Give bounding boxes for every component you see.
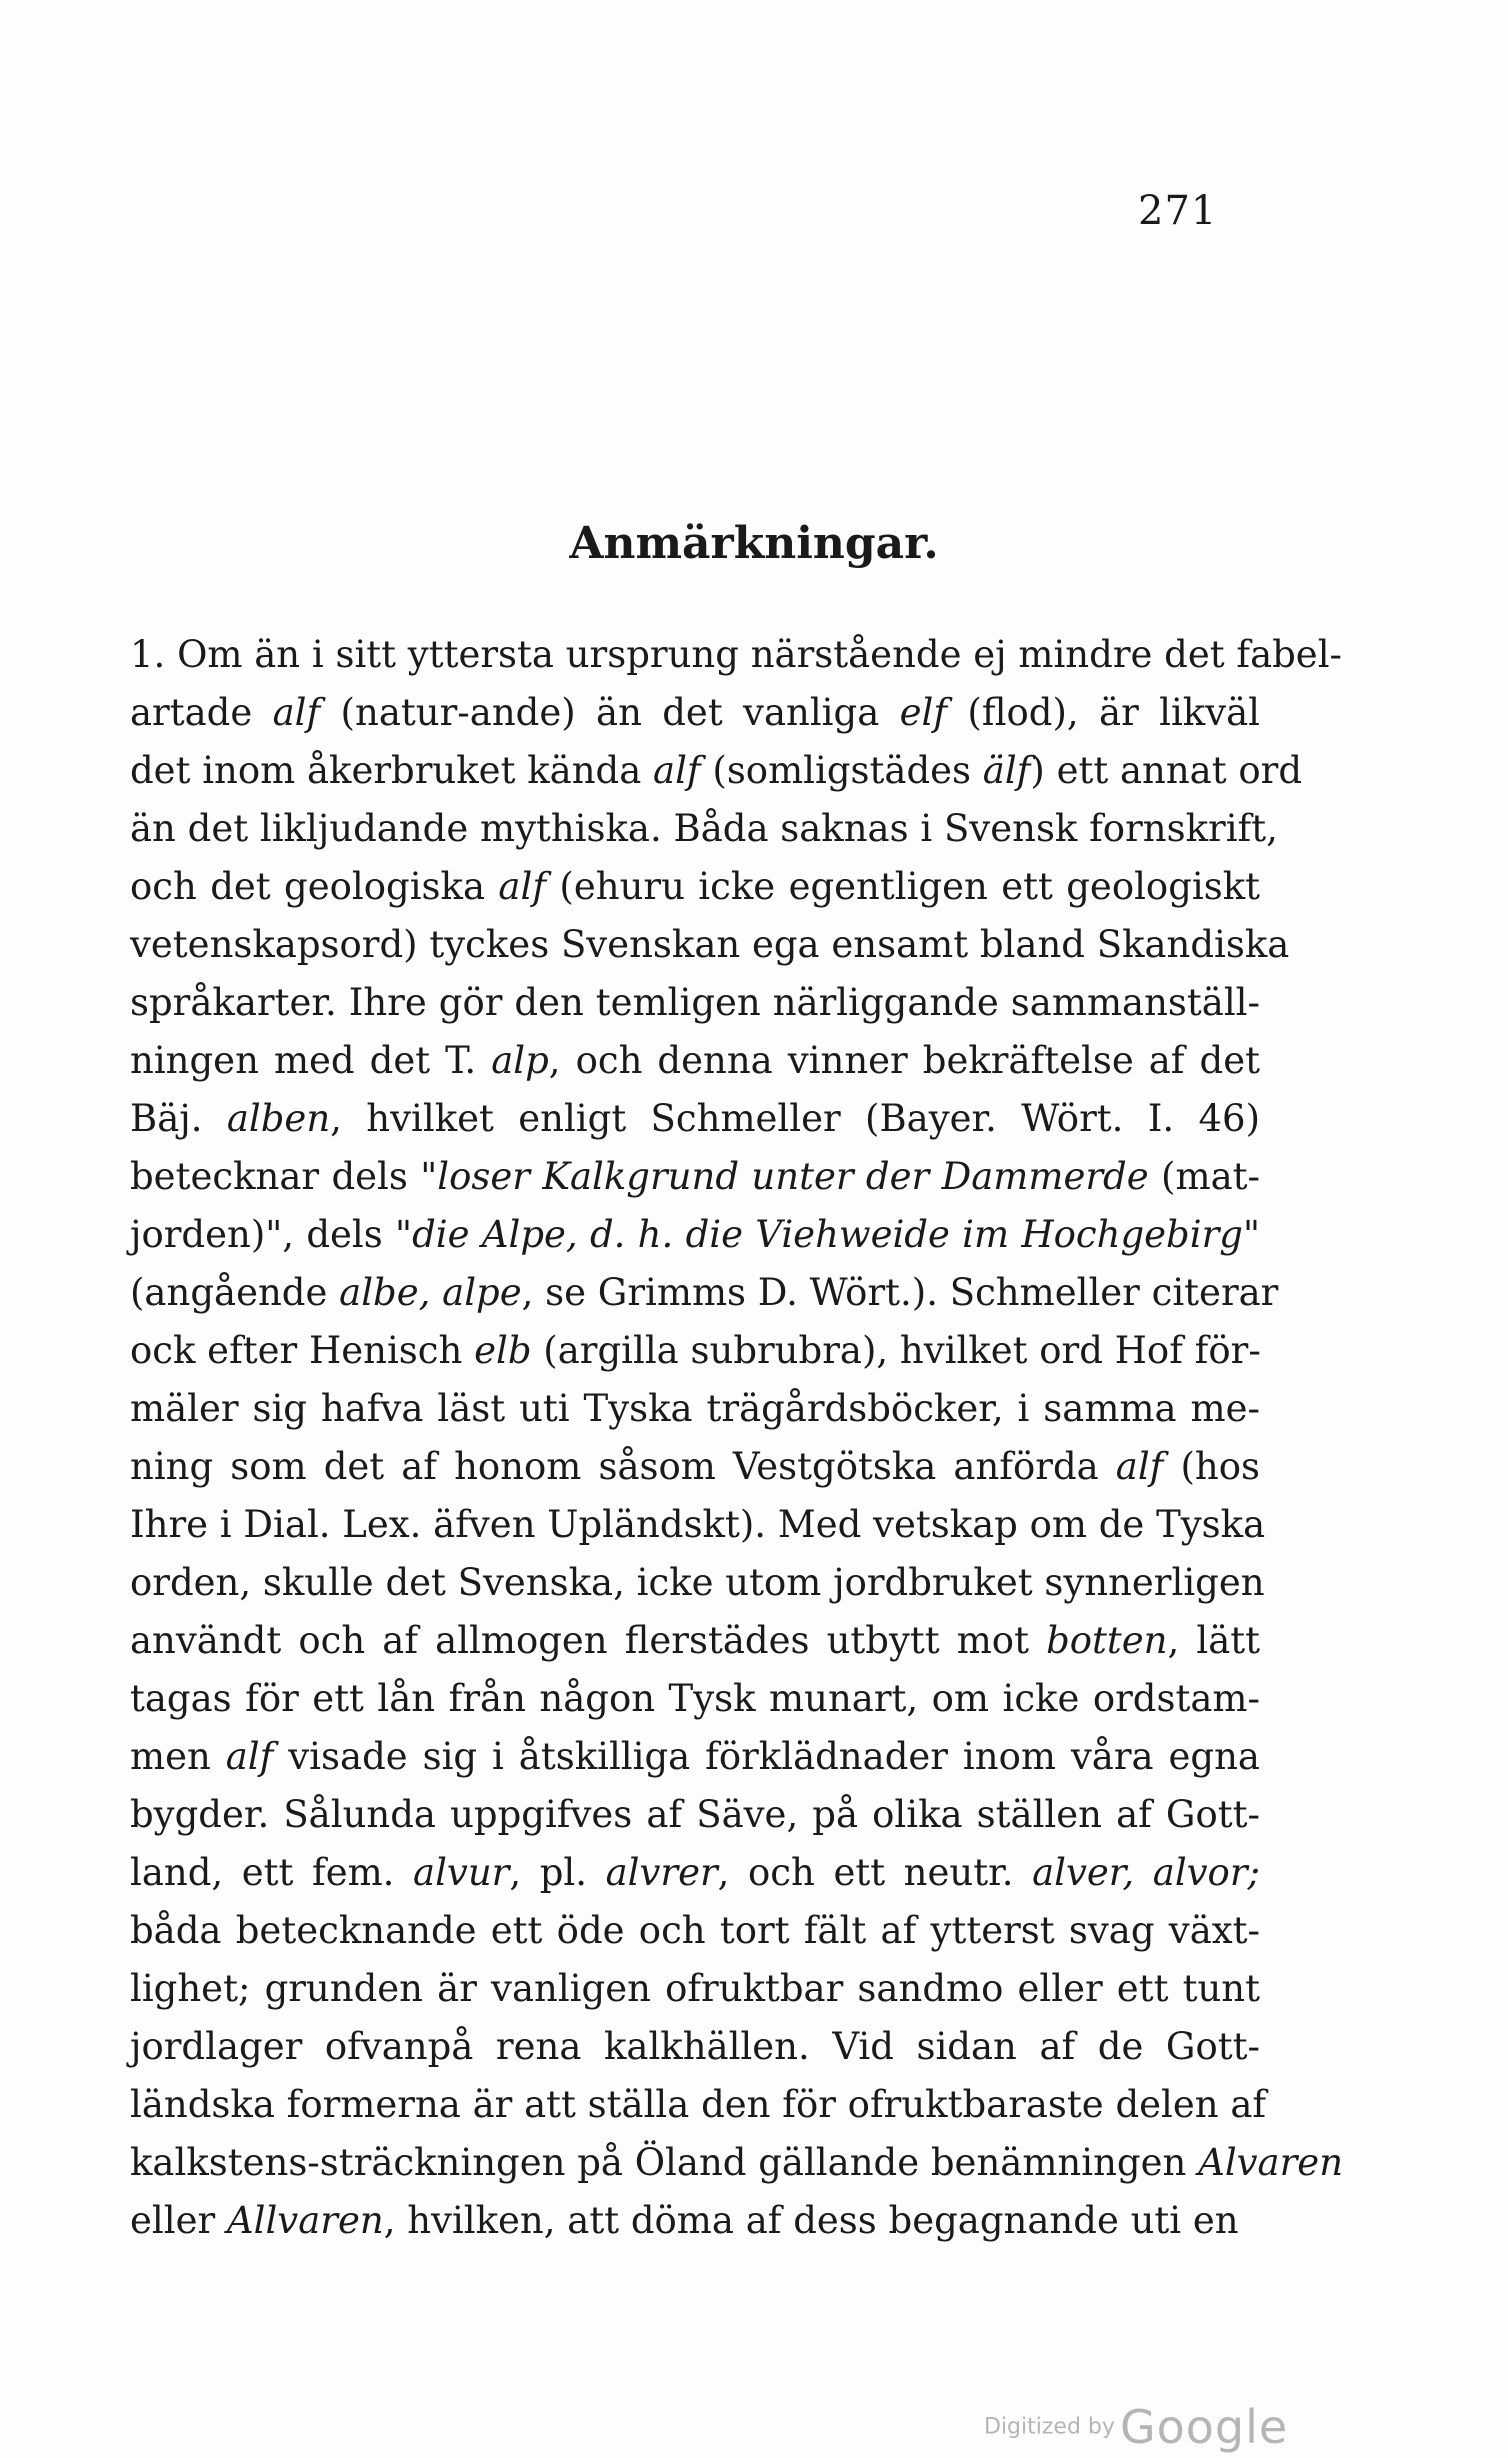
text-run: (argilla subrubra), hvilket ord Hof för- — [531, 1329, 1261, 1372]
italic-term: Allvaren — [226, 2199, 384, 2242]
text-run: land, ett fem. — [130, 1851, 414, 1894]
text-run: mäler sig hafva läst uti Tyska trägårdsböcker, i samma me- — [130, 1387, 1260, 1430]
text-run: vetenskapsord) tyckes Svenskan ega ensamt bland Skandiska — [130, 923, 1290, 966]
italic-term: alvur — [413, 1851, 510, 1894]
text-run: (natur-ande) än det vanliga — [320, 691, 900, 734]
italic-term: die Alpe, d. h. die Viehweide im Hochgebirg — [412, 1213, 1243, 1256]
text-run: (angående — [130, 1271, 340, 1314]
italic-term: alf — [225, 1735, 274, 1778]
text-line — [130, 1090, 1260, 1148]
page-number: 271 — [1138, 188, 1218, 234]
italic-term: alf — [498, 865, 547, 908]
text-line — [130, 800, 1278, 858]
italic-term: elf — [899, 691, 948, 734]
text-line — [130, 1264, 1279, 1322]
text-line — [130, 1786, 1260, 1844]
text-run: språkarter. Ihre gör den temligen närliggande sammanställ- — [130, 981, 1260, 1024]
text-run: artade — [130, 691, 273, 734]
text-line — [130, 1206, 1260, 1264]
digitized-watermark — [984, 2400, 1288, 2454]
text-line — [130, 1670, 1260, 1728]
text-run: , hvilken, att döma af dess begagnande uti en — [383, 2199, 1239, 2242]
watermark-prefix: Digitized by — [984, 2414, 1115, 2440]
text-run: ock efter Henisch — [130, 1329, 475, 1372]
text-line — [130, 742, 1303, 800]
text-line — [130, 684, 1260, 742]
text-run: båda betecknande ett öde och tort fält af ytterst svag växt- — [130, 1909, 1260, 1952]
text-run: ningen med det T. — [130, 1039, 492, 1082]
text-line — [130, 1612, 1260, 1670]
section-heading: Anmärkningar. — [569, 518, 939, 569]
italic-term: loser Kalkgrund unter der Dammerde — [437, 1155, 1149, 1198]
italic-term: botten — [1046, 1619, 1168, 1662]
text-line — [130, 1148, 1260, 1206]
italic-term: alben — [226, 1097, 331, 1140]
text-line — [130, 916, 1290, 974]
text-run: (ehuru icke egentligen ett geologiskt — [546, 865, 1261, 908]
text-run: jorden)", dels " — [130, 1213, 413, 1256]
text-run: (hos — [1163, 1445, 1260, 1488]
text-run: Ihre i Dial. Lex. äfven Upländskt). Med vetskap om de Tyska — [130, 1503, 1266, 1546]
text-line — [130, 2134, 1344, 2192]
text-line — [130, 1844, 1260, 1902]
text-run: eller — [130, 2199, 227, 2242]
text-run: visade sig i åtskilliga förklädnader inom våra egna — [273, 1735, 1260, 1778]
italic-term: elb — [474, 1329, 532, 1372]
text-run: ländska formerna är att ställa den för ofruktbaraste delen af — [130, 2083, 1267, 2126]
text-run: , och ett neutr. — [717, 1851, 1033, 1894]
text-run: betecknar dels " — [130, 1155, 438, 1198]
text-run: , hvilket enligt Schmeller (Bayer. Wört. I. 46) — [330, 1097, 1261, 1140]
italic-term: alf — [272, 691, 321, 734]
text-run: , se Grimms D. Wört.). Schmeller citerar — [521, 1271, 1279, 1314]
italic-term: alf — [653, 749, 701, 792]
text-run: lighet; grunden är vanligen ofruktbar sandmo eller ett tunt — [130, 1967, 1260, 2010]
text-run: " — [1242, 1213, 1260, 1256]
text-run: Bäj. — [130, 1097, 227, 1140]
text-line — [130, 1438, 1260, 1496]
text-line — [130, 1496, 1266, 1554]
italic-term: alvrer — [605, 1851, 718, 1894]
text-run: och det geologiska — [130, 865, 499, 908]
text-run: än det likljudande mythiska. Båda saknas i Svensk fornskrift, — [130, 807, 1278, 850]
text-run: jordlager ofvanpå rena kalkhällen. Vid sidan af de Gott- — [130, 2025, 1260, 2068]
text-line — [130, 1554, 1265, 1612]
text-run: , och denna vinner bekräftelse af det — [548, 1039, 1260, 1082]
text-run: , pl. — [509, 1851, 606, 1894]
italic-term: Alvaren — [1198, 2141, 1344, 2184]
text-line — [130, 1960, 1260, 2018]
text-line — [130, 2076, 1267, 2134]
text-run: ) ett annat ord — [1030, 749, 1303, 792]
italic-term: älf — [982, 749, 1031, 792]
text-run: ning som det af honom såsom Vestgötska anförda — [130, 1445, 1116, 1488]
text-line — [130, 1728, 1260, 1786]
text-line — [130, 1380, 1260, 1438]
text-run: 1. Om än i sitt yttersta ursprung närstående ej mindre det fabel- — [130, 633, 1343, 676]
text-run: det inom åkerbruket kända — [130, 749, 654, 792]
text-line — [130, 1032, 1260, 1090]
text-line — [130, 1902, 1260, 1960]
text-run: orden, skulle det Svenska, icke utom jordbruket synnerligen — [130, 1561, 1265, 1604]
italic-term: alver, alvor; — [1032, 1851, 1260, 1894]
text-run: , lätt — [1167, 1619, 1260, 1662]
text-run: kalkstens-sträckningen på Öland gällande benämningen — [130, 2141, 1199, 2184]
text-line — [130, 2018, 1260, 2076]
text-line — [130, 974, 1260, 1032]
text-line — [130, 2192, 1260, 2250]
text-line — [130, 858, 1260, 916]
text-run: (flod), är likväl — [947, 691, 1260, 734]
footnote-paragraph — [130, 626, 1344, 2250]
text-line — [130, 1322, 1260, 1380]
italic-term: albe, alpe — [339, 1271, 522, 1314]
text-run: tagas för ett lån från någon Tysk munart, om icke ordstam- — [130, 1677, 1260, 1720]
watermark-brand: Google — [1120, 2400, 1289, 2454]
text-run: (mat- — [1148, 1155, 1260, 1198]
text-run: (somligstädes — [700, 749, 983, 792]
text-run: användt och af allmogen flerstädes utbytt mot — [130, 1619, 1047, 1662]
italic-term: alp — [491, 1039, 549, 1082]
text-run: men — [130, 1735, 226, 1778]
text-run: bygder. Sålunda uppgifves af Säve, på olika ställen af Gott- — [130, 1793, 1260, 1836]
italic-term: alf — [1115, 1445, 1164, 1488]
text-line — [130, 626, 1343, 684]
